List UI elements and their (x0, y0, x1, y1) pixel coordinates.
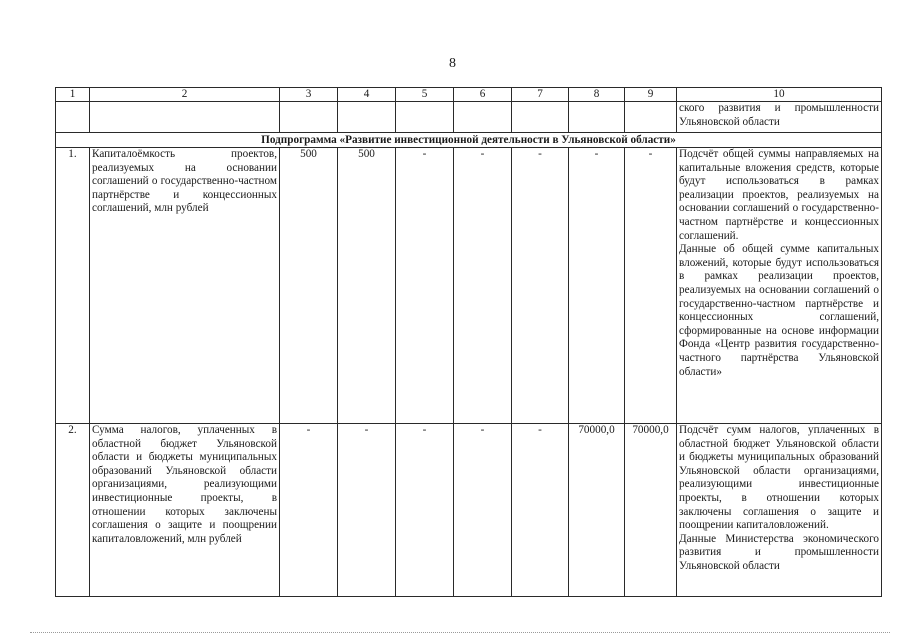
column-header: 7 (512, 88, 569, 102)
indicator-name: Капиталоёмкость проектов, реализуемых на основании соглашений о государственно-частном партнёрстве и концессионных соглашений, млн рублей (90, 148, 280, 424)
table-row (56, 148, 882, 424)
column-header: 2 (90, 88, 280, 102)
indicator-value: - (625, 148, 677, 424)
calculation-method (677, 424, 882, 597)
column-header-row (56, 88, 882, 102)
continuation-row (56, 102, 882, 133)
continuation-text: ского развития и промышленности Ульяновской области (677, 102, 882, 133)
indicator-value: 500 (338, 148, 396, 424)
row-number: 1. (56, 148, 90, 424)
column-header: 5 (396, 88, 454, 102)
method-paragraph: Подсчёт сумм налогов, уплаченных в областной бюджет Ульяновской области и бюджеты муниципальных образований Ульяновской области организациями, реализующими инвестиционные проекты, в отношении которых заключены соглашения о защите и поощрении капиталовложений. (679, 424, 879, 532)
column-header: 8 (569, 88, 625, 102)
method-paragraph: Данные Министерства экономического развития и промышленности Ульяновской области (679, 532, 879, 572)
indicator-value: - (280, 424, 338, 597)
indicator-value: - (396, 424, 454, 597)
indicator-value: - (454, 148, 512, 424)
subprogram-title: Подпрограмма «Развитие инвестиционной деятельности в Ульяновской области» (56, 133, 882, 148)
column-header: 6 (454, 88, 512, 102)
column-header: 4 (338, 88, 396, 102)
indicator-value: - (338, 424, 396, 597)
indicator-value: - (512, 424, 569, 597)
indicator-value: 70000,0 (569, 424, 625, 597)
indicator-value: - (396, 148, 454, 424)
method-paragraph: Данные об общей сумме капитальных вложений, которые будут использоваться в рамках реализации проектов, реализуемых на основании соглашений о государственно-частном партнёрстве и концессионных соглашений, сформированные на основе информации Фонда «Центр развития государственно-частного партнёрства Ульяновской области» (679, 243, 879, 378)
subprogram-row (56, 133, 882, 148)
indicator-value: - (512, 148, 569, 424)
calculation-method (677, 148, 882, 424)
page-number: 8 (449, 56, 456, 71)
column-header: 9 (625, 88, 677, 102)
indicator-value: - (454, 424, 512, 597)
indicator-value: - (569, 148, 625, 424)
scan-artifact-line (30, 632, 890, 634)
indicator-name: Сумма налогов, уплаченных в областной бюджет Ульяновской области и бюджеты муниципальных образований Ульяновской области организациями, реализующими инвестиционные проекты, в отношении которых заключены соглашения о защите и поощрении капиталовложений, млн рублей (90, 424, 280, 597)
indicator-value: 500 (280, 148, 338, 424)
column-header: 1 (56, 88, 90, 102)
method-paragraph: Подсчёт общей суммы направляемых на капитальные вложения средств, которые будут использоваться в рамках реализации проектов, реализуемых на основании соглашений о государственно-частном партнёрстве и концессионных соглашений. (679, 148, 879, 242)
row-number: 2. (56, 424, 90, 597)
column-header: 10 (677, 88, 882, 102)
column-header: 3 (280, 88, 338, 102)
indicators-table (55, 87, 882, 597)
table-row (56, 424, 882, 597)
indicator-value: 70000,0 (625, 424, 677, 597)
